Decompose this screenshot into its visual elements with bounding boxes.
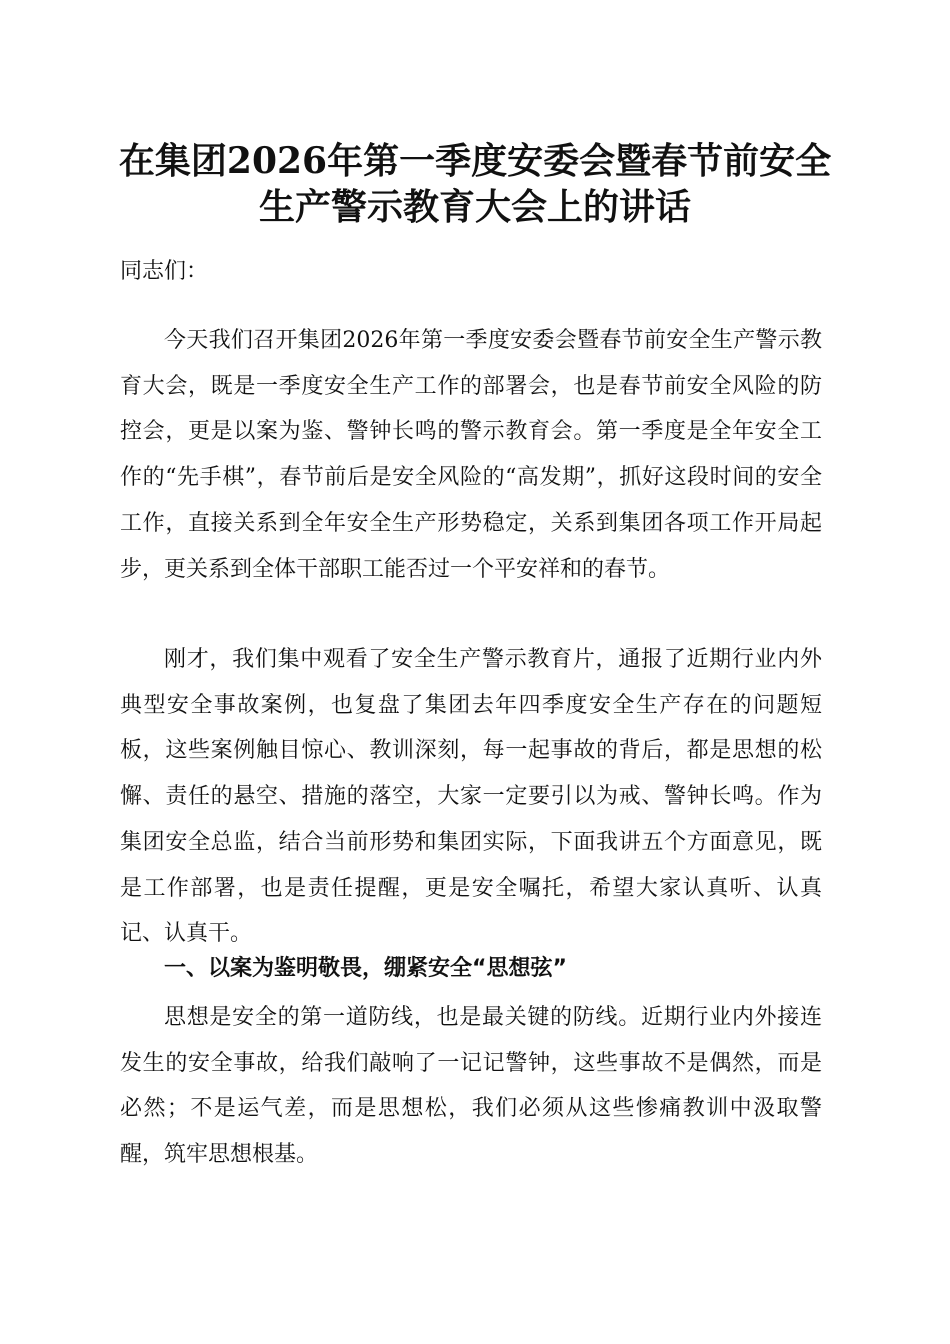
document-title-line-2: 生产警示教育大会上的讲话 <box>258 186 691 228</box>
paragraph-2: 刚才，我们集中观看了安全生产警示教育片，通报了近期行业内外典型安全事故案例，也复盘了集团去年四季度安全生产存在的问题短板，这些案例触目惊心、教训深刻，每一起事故的背后，都是思想的松懈、责任的悬空、措施的落空，大家一定要引以为戒、警钟长鸣。作为集团安全总监，结合当前形势和集团实际，下面我讲五个方面意见，既是工作部署，也是责任提醒，更是安全嘱托，希望大家认真听、认真记、认真干。 <box>120 647 822 947</box>
paragraph-1: 今天我们召开集团2026年第一季度安委会暨春节前安全生产警示教育大会，既是一季度安全生产工作的部署会，也是春节前安全风险的防控会，更是以案为鉴、警钟长鸣的警示教育会。第一季度是全年安全工作的“先手棋”，春节前后是安全风险的“高发期”，抓好这段时间的安全工作，直接关系到全年安全生产形势稳定，关系到集团各项工作开局起步，更关系到全体干部职工能否过一个平安祥和的春节。 <box>120 328 822 582</box>
document-title-line-1: 在集团2026年第一季度安委会暨春节前安全 <box>118 140 832 182</box>
section-heading-1: 一、以案为鉴明敬畏，绷紧安全“思想弦” <box>164 956 567 981</box>
salutation: 同志们： <box>120 259 209 284</box>
section-1-paragraph: 思想是安全的第一道防线，也是最关键的防线。近期行业内外接连发生的安全事故，给我们敲响了一记记警钟，这些事故不是偶然，而是必然；不是运气差，而是思想松，我们必须从这些惨痛教训中汲取警醒，筑牢思想根基。 <box>120 1005 822 1168</box>
